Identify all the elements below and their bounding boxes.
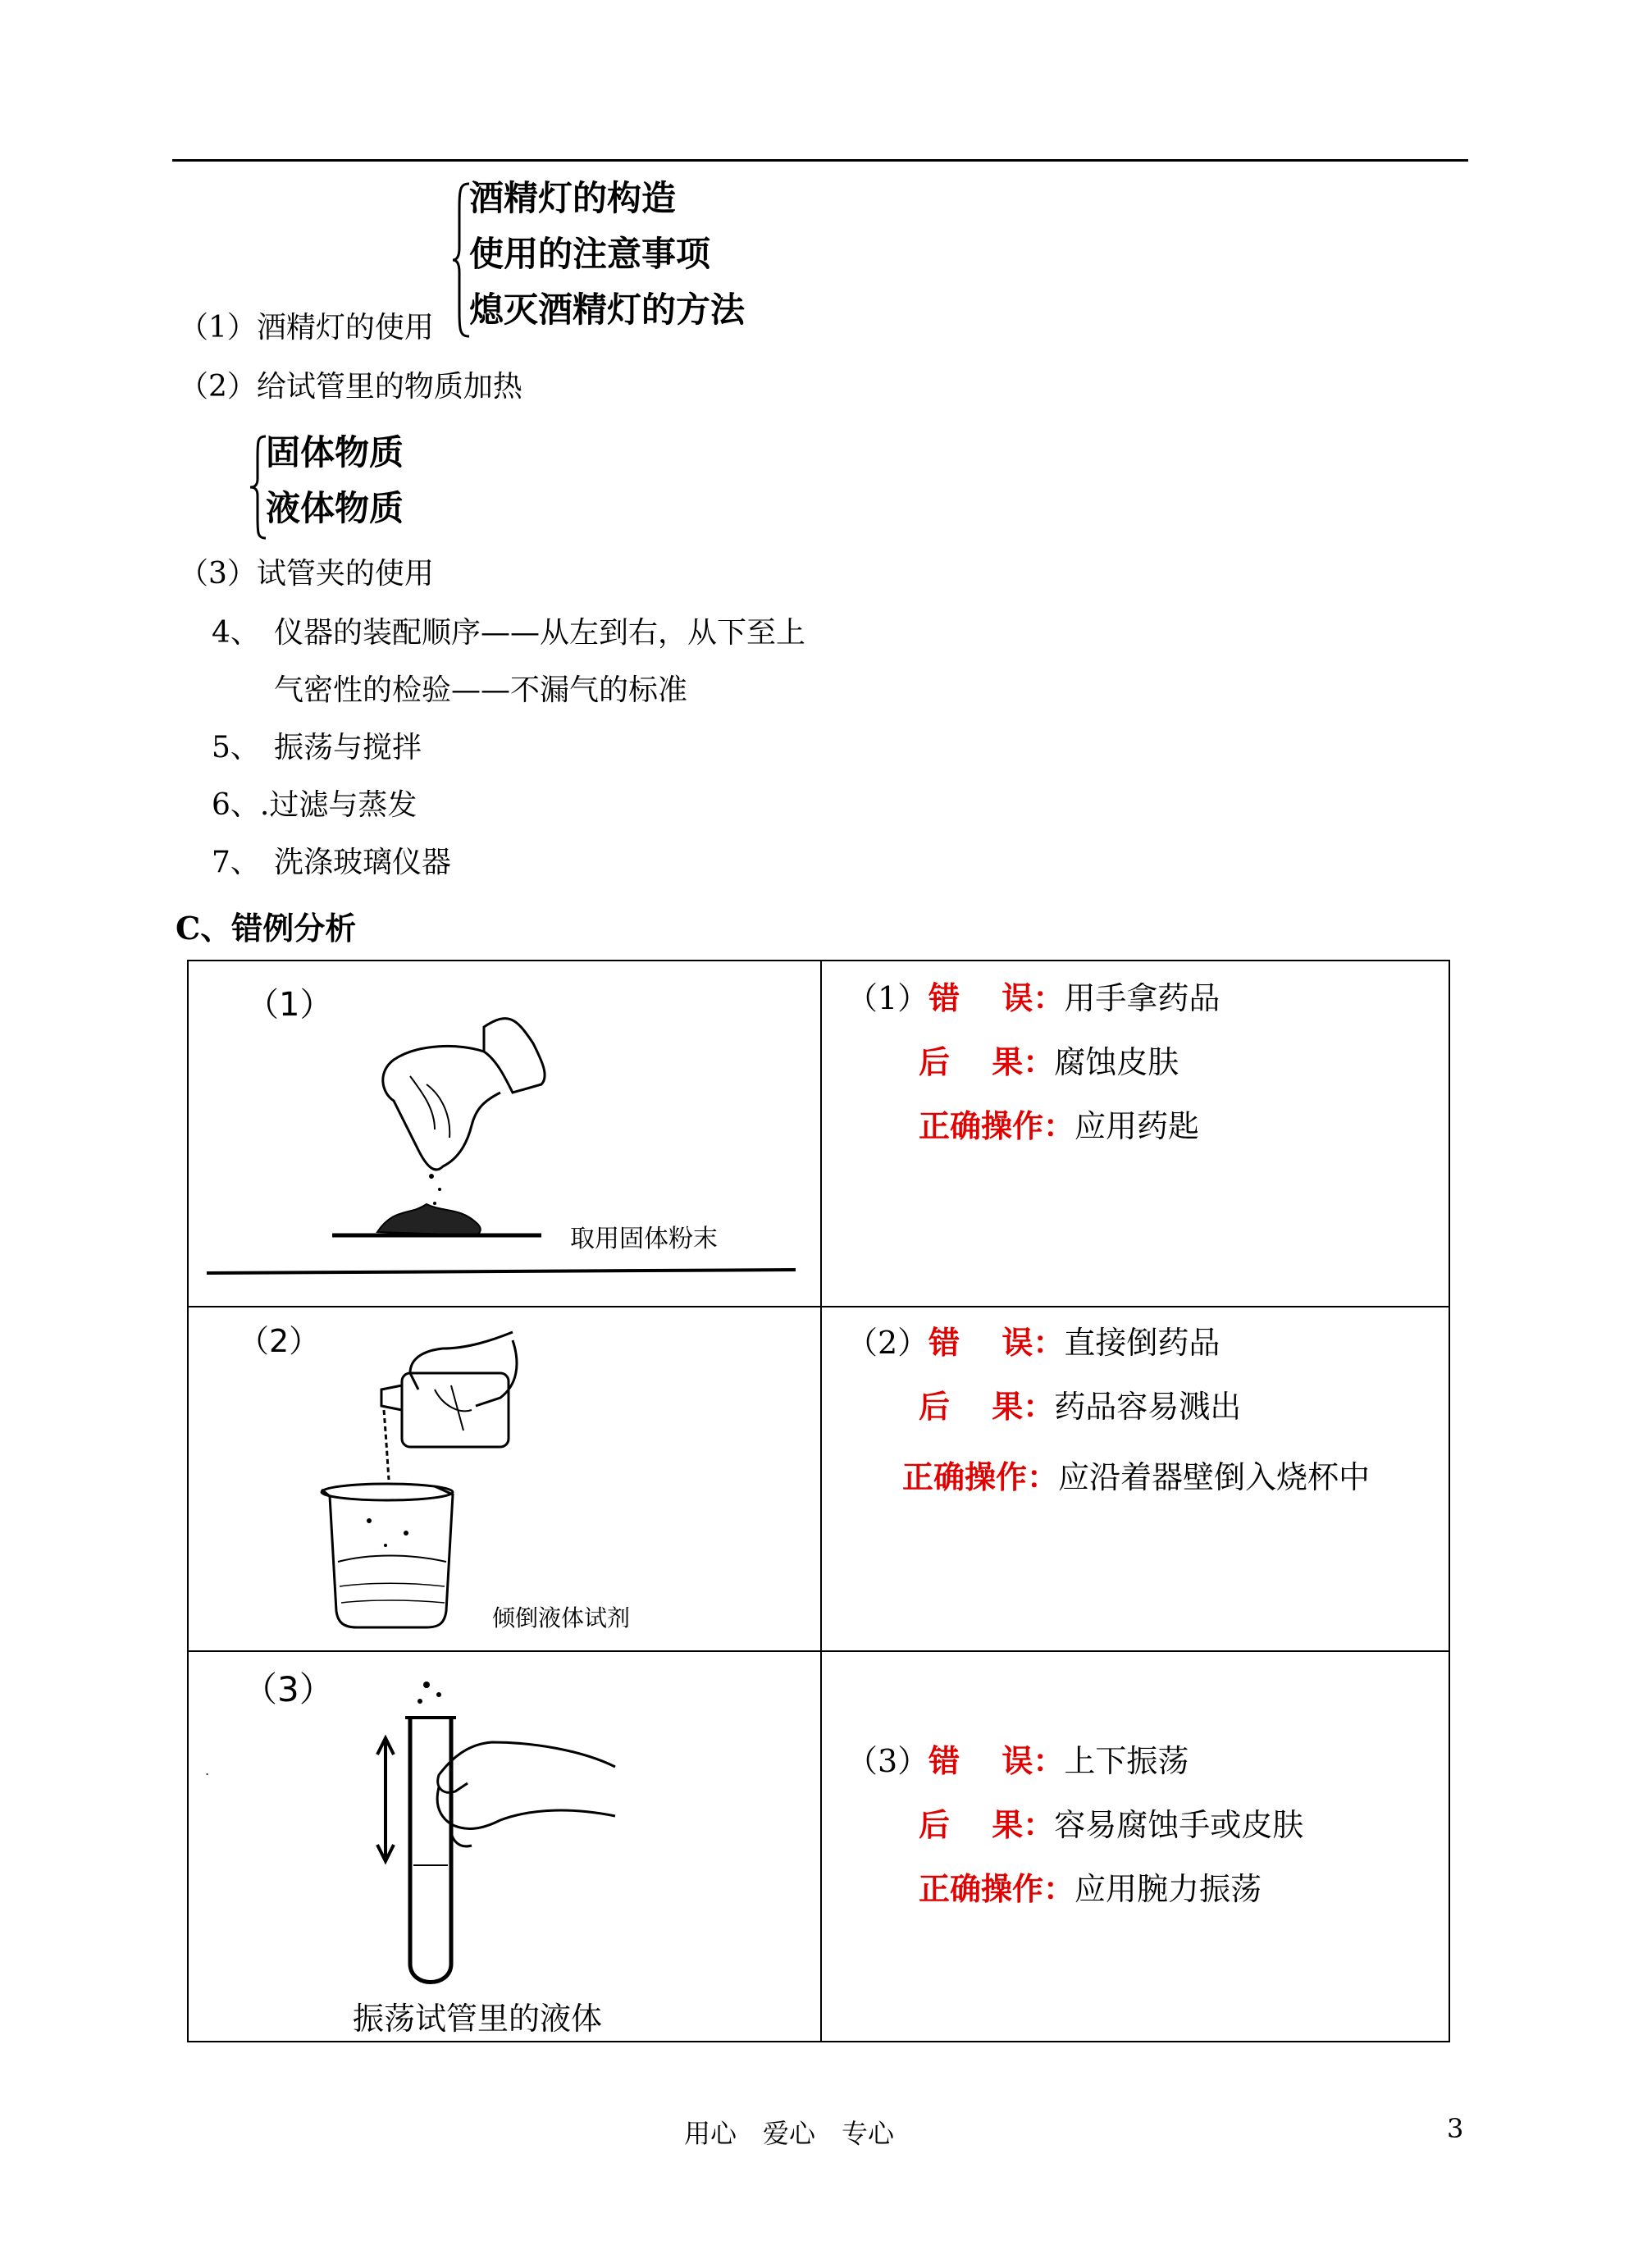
page-number: 3 bbox=[1447, 2113, 1464, 2144]
outline-item-7: 洗涤玻璃仪器 bbox=[274, 846, 452, 879]
case-2-image-number: （2） bbox=[238, 1323, 321, 1359]
outline-item-6: 6、.过滤与蒸发 bbox=[212, 788, 417, 822]
outline-item-1: （1）酒精灯的使用 bbox=[179, 311, 434, 345]
outline-item-5-number: 5、 bbox=[212, 731, 260, 764]
hand-grabbing-powder-illustration bbox=[189, 961, 817, 1303]
case-1-correct-text: 应用药匙 bbox=[1074, 1108, 1199, 1144]
outline-item-4-number: 4、 bbox=[212, 616, 260, 650]
case-1-image-cell bbox=[188, 961, 821, 1307]
case-3-error-label: 错 误： bbox=[929, 1742, 1065, 1779]
case-3-image-number: （3） bbox=[243, 1669, 334, 1709]
case-2-image-caption: 倾倒液体试剂 bbox=[492, 1604, 631, 1631]
pouring-liquid-illustration bbox=[189, 1307, 817, 1647]
case-3-result-text: 容易腐蚀手或皮肤 bbox=[1054, 1807, 1304, 1843]
case-3-number: （3） bbox=[846, 1743, 929, 1779]
case-3-text-cell bbox=[821, 1651, 1449, 2042]
case-1-text-cell bbox=[821, 961, 1449, 1307]
error-cases-table bbox=[187, 960, 1450, 2042]
case-1-result-text: 腐蚀皮肤 bbox=[1054, 1044, 1179, 1080]
outline-item-4-line-2: 气密性的检验——不漏气的标准 bbox=[274, 673, 688, 707]
outline-item-1-sub-1: 酒精灯的构造 bbox=[469, 178, 677, 218]
case-2-error-text: 直接倒药品 bbox=[1064, 1325, 1221, 1361]
case-3-result-label: 后 果： bbox=[918, 1806, 1055, 1843]
case-1-image-number: （1） bbox=[246, 986, 333, 1024]
case-2-number: （2） bbox=[846, 1325, 929, 1361]
case-3-error-text: 上下振荡 bbox=[1064, 1743, 1189, 1779]
outline-item-1-sub-2: 使用的注意事项 bbox=[469, 234, 711, 274]
outline-item-2: （2）给试管里的物质加热 bbox=[179, 370, 522, 404]
shaking-test-tube-illustration bbox=[189, 1652, 817, 2038]
outline-item-4: 仪器的装配顺序——从左到右，从下至上 bbox=[274, 616, 806, 650]
case-2-image-cell bbox=[188, 1307, 821, 1651]
case-2-error-label: 错 误： bbox=[929, 1324, 1065, 1361]
outline-item-3: （3）试管夹的使用 bbox=[179, 557, 434, 591]
table-row bbox=[188, 1651, 1449, 2042]
case-2-correct-label: 正确操作： bbox=[901, 1458, 1058, 1495]
case-1-image-caption: 取用固体粉末 bbox=[570, 1225, 718, 1253]
outline-item-5: 振荡与搅拌 bbox=[274, 731, 422, 764]
header-rule bbox=[172, 159, 1468, 162]
case-3-image-cell bbox=[188, 1651, 821, 2042]
case-2-result-label: 后 果： bbox=[918, 1388, 1055, 1425]
case-3-image-caption: 振荡试管里的液体 bbox=[353, 2001, 603, 2037]
case-2-correct-text: 应沿着器壁倒入烧杯中 bbox=[1057, 1459, 1370, 1495]
outline-item-2-sub-2: 液体物质 bbox=[266, 488, 404, 528]
case-1-error-label: 错 误： bbox=[929, 979, 1065, 1016]
section-title: C、错例分析 bbox=[176, 910, 357, 947]
outline-item-2-sub-1: 固体物质 bbox=[266, 432, 404, 472]
case-1-correct-label: 正确操作： bbox=[918, 1107, 1075, 1144]
case-2-result-text: 药品容易溅出 bbox=[1054, 1389, 1242, 1425]
case-1-number: （1） bbox=[846, 980, 929, 1016]
table-row bbox=[188, 961, 1449, 1307]
footer-motto: 用心 爱心 专心 bbox=[684, 2118, 895, 2149]
svg-text:.: . bbox=[205, 1763, 210, 1778]
table-row bbox=[188, 1307, 1449, 1651]
outline-item-7-number: 7、 bbox=[212, 846, 260, 879]
outline-item-1-sub-3: 熄灭酒精灯的方法 bbox=[469, 290, 746, 330]
case-1-error-text: 用手拿药品 bbox=[1064, 980, 1221, 1016]
case-1-result-label: 后 果： bbox=[918, 1043, 1055, 1080]
case-3-correct-text: 应用腕力振荡 bbox=[1074, 1871, 1262, 1907]
case-2-text-cell bbox=[821, 1307, 1449, 1651]
case-3-correct-label: 正确操作： bbox=[918, 1870, 1075, 1907]
